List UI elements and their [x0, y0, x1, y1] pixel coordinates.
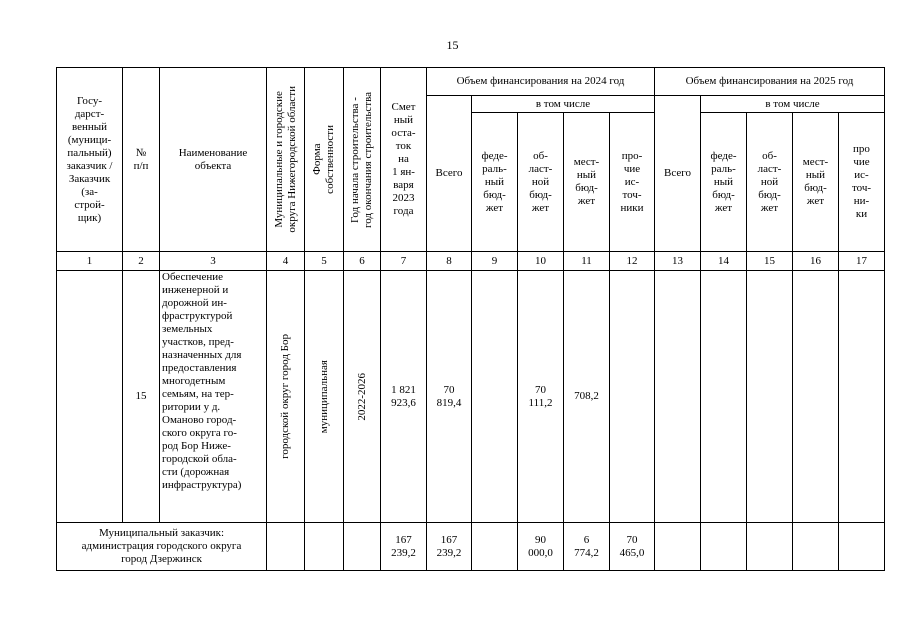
- summary-regional-2025: [747, 523, 793, 571]
- column-number: 8: [427, 252, 472, 271]
- header-including-2024: в том числе: [472, 96, 655, 113]
- column-number: 3: [160, 252, 267, 271]
- row-federal-2024: [472, 271, 518, 523]
- header-total-2025: Всего: [655, 96, 701, 252]
- table-row: [57, 271, 885, 523]
- row-other-2024: [610, 271, 655, 523]
- row-num: 15: [123, 271, 160, 523]
- column-number: 17: [839, 252, 885, 271]
- column-number: 16: [793, 252, 839, 271]
- row-total-2024: 70 819,4: [427, 271, 472, 523]
- row-years-cell: [344, 271, 381, 523]
- header-regional-2025: об- ласт- ной бюд- жет: [747, 113, 793, 252]
- header-fin-2025: Объем финансирования на 2025 год: [655, 68, 885, 96]
- column-number: 11: [564, 252, 610, 271]
- header-federal-2024: феде- раль- ный бюд- жет: [472, 113, 518, 252]
- row-regional-2025: [747, 271, 793, 523]
- column-number: 5: [305, 252, 344, 271]
- header-local-2025: мест- ный бюд- жет: [793, 113, 839, 252]
- header-num: № п/п: [123, 68, 160, 252]
- header-years-cell: [344, 68, 381, 252]
- row-local-2025: [793, 271, 839, 523]
- row-regional-2024: 70 111,2: [518, 271, 564, 523]
- summary-other-2025: [839, 523, 885, 571]
- column-number: 9: [472, 252, 518, 271]
- header-years: Год начала строительства - год окончания строительства: [349, 91, 374, 228]
- page-number: 15: [446, 38, 459, 52]
- row-object-name: Обеспечение инженерной и дорожной ин- фраструктурой земельных участков, пред- назначенных для предоставления многодетным семьям, на тер- ритории у д. Омановo город- ского округа го- род Бор Ниже- городской обла- сти (дорожная инфраструктура): [160, 271, 267, 523]
- column-number: 15: [747, 252, 793, 271]
- column-number: 12: [610, 252, 655, 271]
- summary-other-2024: 70 465,0: [610, 523, 655, 571]
- row-federal-2025: [701, 271, 747, 523]
- column-number: 7: [381, 252, 427, 271]
- header-customer: Госу- дарст- венный (муници- пальный) заказчик / Заказчик (за- строй- щик): [57, 68, 123, 252]
- column-number: 6: [344, 252, 381, 271]
- header-districts: Муниципальные и городские округа Нижегородской области: [272, 86, 298, 233]
- row-estimate: 1 821 923,6: [381, 271, 427, 523]
- header-including-2025: в том числе: [701, 96, 885, 113]
- column-number: 14: [701, 252, 747, 271]
- column-number: 2: [123, 252, 160, 271]
- summary-federal-2024: [472, 523, 518, 571]
- header-object-name: Наименование объекта: [160, 68, 267, 252]
- row-other-2025: [839, 271, 885, 523]
- header-ownership-cell: [305, 68, 344, 252]
- summary-local-2024: 6 774,2: [564, 523, 610, 571]
- header-regional-2024: об- ласт- ной бюд- жет: [518, 113, 564, 252]
- summary-label: Муниципальный заказчик: администрация городского округа город Дзержинск: [57, 523, 267, 571]
- header-other-2024: про- чие ис- точ- ники: [610, 113, 655, 252]
- row-ownership: муниципальная: [317, 359, 330, 434]
- header-total-2024: Всего: [427, 96, 472, 252]
- summary-empty: [267, 523, 305, 571]
- summary-row: [57, 523, 885, 571]
- header-ownership: Форма собственности: [311, 125, 336, 194]
- row-customer: [57, 271, 123, 523]
- column-number: 4: [267, 252, 305, 271]
- row-district: городской округ город Бор: [279, 334, 291, 459]
- summary-empty: [305, 523, 344, 571]
- column-number: 1: [57, 252, 123, 271]
- row-years: 2022-2026: [355, 372, 368, 421]
- row-local-2024: 708,2: [564, 271, 610, 523]
- column-number: 10: [518, 252, 564, 271]
- financing-table: [56, 67, 885, 571]
- header-districts-cell: [267, 68, 305, 252]
- summary-total-2025: [655, 523, 701, 571]
- row-ownership-cell: [305, 271, 344, 523]
- summary-empty: [344, 523, 381, 571]
- header-estimate: Смет ный оста- ток на 1 ян- варя 2023 года: [381, 68, 427, 252]
- summary-regional-2024: 90 000,0: [518, 523, 564, 571]
- header-local-2024: мест- ный бюд- жет: [564, 113, 610, 252]
- row-district-cell: [267, 271, 305, 523]
- column-number: 13: [655, 252, 701, 271]
- summary-local-2025: [793, 523, 839, 571]
- header-federal-2025: феде- раль- ный бюд- жет: [701, 113, 747, 252]
- summary-total-2024: 167 239,2: [427, 523, 472, 571]
- summary-federal-2025: [701, 523, 747, 571]
- header-other-2025: про чие ис- точ- ни- ки: [839, 113, 885, 252]
- column-numbers-row: [57, 252, 885, 271]
- summary-estimate: 167 239,2: [381, 523, 427, 571]
- row-total-2025: [655, 271, 701, 523]
- header-fin-2024: Объем финансирования на 2024 год: [427, 68, 655, 96]
